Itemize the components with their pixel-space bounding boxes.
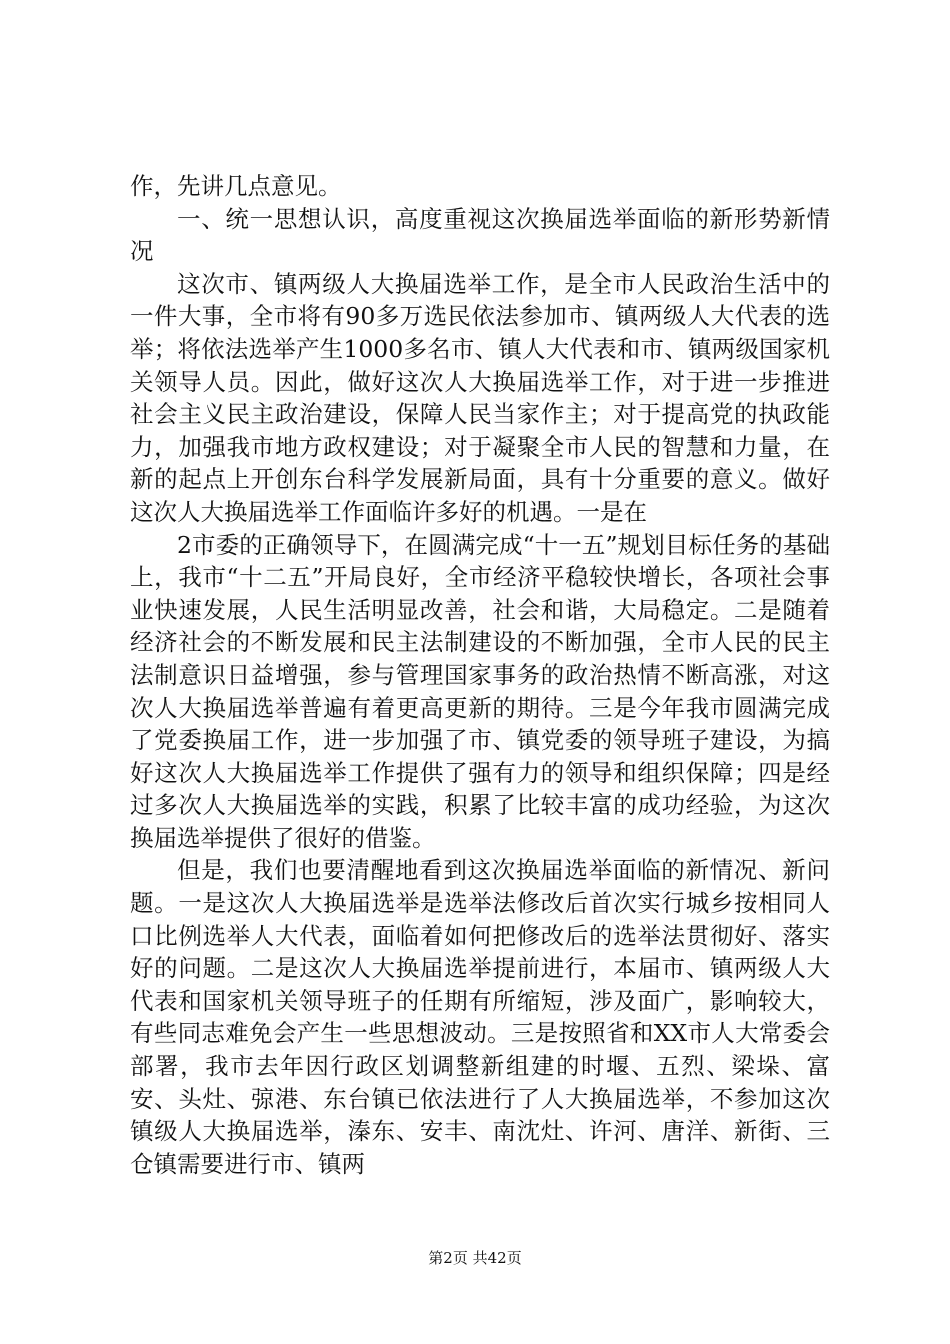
body-text — [130, 170, 830, 1180]
section-heading: 一、统一思想认识，高度重视这次换届选举面临的新形势新情况 — [130, 204, 830, 266]
paragraph: 2市委的正确领导下，在圆满完成“十一五”规划目标任务的基础上，我市“十二五”开局良好，全市经济平稳较快增长，各项社会事业快速发展，人民生活明显改善，社会和谐，大局稳定。二是随着经济社会的不断发展和民主法制建设的不断加强，全市人民的民主法制意识日益增强，参与管理国家事务的政治热情不断高涨，对这次人大换届选举普遍有着更高更新的期待。三是今年我市圆满完成了党委换届工作，进一步加强了市、镇党委的领导班子建设，为搞好这次人大换届选举工作提供了强有力的领导和组织保障；四是经过多次人大换届选举的实践，积累了比较丰富的成功经验，为这次换届选举提供了很好的借鉴。 — [130, 530, 830, 852]
page-footer: 第2页 共42页 — [428, 1249, 522, 1267]
paragraph: 这次市、镇两级人大换届选举工作，是全市人民政治生活中的一件大事，全市将有90多万选民依法参加市、镇两级人大代表的选举；将依法选举产生1000多名市、镇人大代表和市、镇两级国家机关领导人员。因此，做好这次人大换届选举工作，对于进一步推进社会主义民主政治建设，保障人民当家作主；对于提高党的执政能力，加强我市地方政权建设；对于凝聚全市人民的智慧和力量，在新的起点上开创东台科学发展新局面，具有十分重要的意义。做好这次人大换届选举工作面临许多好的机遇。一是在 — [130, 269, 830, 526]
paragraph-continuation: 作，先讲几点意见。 — [130, 172, 342, 200]
paragraph: 但是，我们也要清醒地看到这次换届选举面临的新情况、新问题。一是这次人大换届选举是选举法修改后首次实行城乡按相同人口比例选举人大代表，面临着如何把修改后的选举法贯彻好、落实好的问题。二是这次人大换届选举提前进行，本届市、镇两级人大代表和国家机关领导班子的任期有所缩短，涉及面广，影响较大，有些同志难免会产生一些思想波动。三是按照省和XX市人大常委会部署，我市去年因行政区划调整新组建的时堰、五烈、梁垛、富安、头灶、弶港、东台镇已依法进行了人大换届选举，不参加这次镇级人大换届选举，溱东、安丰、南沈灶、许河、唐洋、新街、三仓镇需要进行市、镇两 — [130, 856, 830, 1178]
